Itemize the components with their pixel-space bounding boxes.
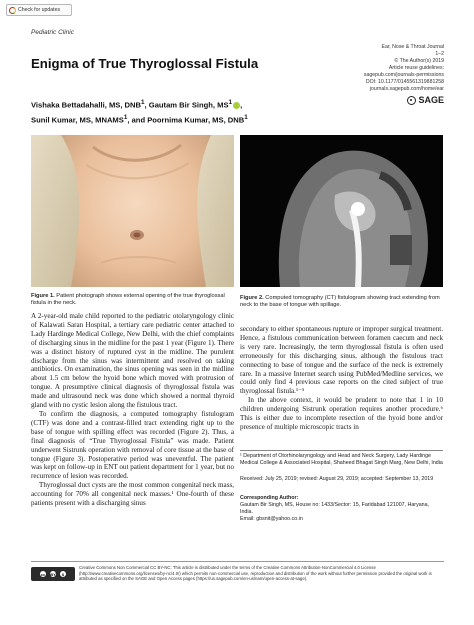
figure-1-caption [31, 293, 234, 307]
article-title: Enigma of True Thyroglossal Fistula [31, 56, 259, 71]
footnote-divider [240, 450, 443, 451]
permissions-link[interactable]: sagepub.com/journals-permissions [363, 72, 444, 78]
copyright: © The Author(s) 2019 [394, 58, 444, 64]
check-for-updates-badge[interactable] [6, 4, 72, 16]
check-for-updates-label: Check for updates [18, 7, 61, 13]
sage-logo [407, 95, 444, 105]
creative-commons-badge[interactable] [31, 567, 75, 581]
sage-logo-icon [407, 96, 416, 105]
corresponding-author-email[interactable]: Email: gbsnit@yahoo.co.in [240, 516, 303, 522]
license-text: Creative Commons Non Commercial CC BY-NC: This article is distributed under the terms of the Creative Commons Attribution-NonCommercial 4.0 License (http://www.creativecommons.org/licenses/by-nc/4.0/) which permits non-commercial use, reproduction and distribution of the work without further permission provided the original work is attributed as specified on the SAGE and Open Access pages (https://us.sagepub.com/en-us/nam/open-access-at-sage). [79, 565, 432, 582]
cc-icon: cc [40, 571, 46, 577]
body-paragraph: In the above context, it would be prudent to note that 1 in 10 children undergoing Sistrunk operation requires another procedure.⁶ This is either due to incomplete resection of the hyoid bone and/or presence of multiple microscopic tracts in [240, 396, 443, 431]
author-separator: , [240, 100, 243, 110]
corresponding-author [240, 495, 443, 523]
author-separator: , [144, 100, 149, 110]
corresponding-author-label: Corresponding Author: [240, 495, 299, 501]
body-paragraph: To confirm the diagnosis, a computed tomography fistulogram (CTF) was done and a contrast-filled tract extending right up to the base of tongue with spilling effect was recorded (Figure 2). Thus, a final diagnosis of “True Thyroglossal Fistula” was made. Patient underwent Sistrunk operation with removal of core tissue at the base of tongue (Figure 3). Postoperative period was uneventful. The patient was kept on follow-up in ENT out patient department for 1 year, but no recurrence of lesion was recorded. [31, 409, 234, 481]
author-name: Vishaka Bettadahalli, MS, DNB [31, 100, 142, 110]
author-affiliation-sup: 1 [141, 99, 145, 106]
article-dates: Received: July 25, 2019; revised: August 29, 2019; accepted: September 13, 2019 [240, 476, 434, 482]
figure-2-caption [240, 295, 443, 309]
figure-1-patient-photo [31, 135, 234, 287]
affiliation-note: ¹ Department of Otorhinolaryngology and Head and Neck Surgery, Lady Hardinge Medical College & Associated Hospital, Shaheed Bhagat Singh Marg, New Delhi, India [240, 453, 443, 466]
author-affiliation-sup: 1 [228, 99, 233, 106]
section-label: Pediatric Clinic [31, 29, 74, 36]
body-column-right [240, 325, 443, 432]
body-paragraph: Thyroglossal duct cysts are the most common congenital neck mass, accounting for 70% all congenital neck masses.¹ One-fourth of these patients present with a discharging sinus [31, 481, 234, 508]
journal-name: Ear, Nose & Throat Journal [381, 44, 444, 50]
author-name: Poornima Kumar, MS, DNB [147, 115, 245, 125]
author-name: Sunil Kumar, MS, MNAMS [31, 115, 124, 125]
neck-photo-image [31, 135, 234, 287]
body-paragraph: A 2-year-old male child reported to the pediatric otolaryngology clinic of Kalawati Saran Hospital, a tertiary care pediatric center attached to Lady Hardinge Medical College, New Delhi, with the chief complaints of discharging sinus in the midline for the past 1 year (Figure 1). There was a distinct history of ruptured cyst in the midline. The purulent discharge from the sinus was intermittent and resolved on taking antibiotics. On examination, the sinus opening was seen in the midline about 1.5 cm below the hyoid bone which moved with protrusion of tongue. A presumptive clinical diagnosis of thyroglossal fistula was made and ultrasound neck was done which showed a normal thyroid gland with no cystic lesion along the fistulous tract. [31, 312, 234, 410]
figure-2-label: Figure 2. [240, 295, 264, 301]
ct-scan-image [240, 135, 443, 287]
license-footer [31, 561, 444, 587]
author-affiliation-sup: 1 [244, 113, 248, 121]
body-paragraph: secondary to either spontaneous rupture or improper surgical treatment. Hence, a fistulous communication between foramen caecum and neck is very rare. Increasingly, the term thyroglossal fistula is often used erroneously for this discharging sinus, although the fistulous tract connecting to base of tongue and the surface of the neck is extremely rare. In a massive Internet search using PubMed/Medline services, we could only find 4 previous case reports on the cited subject of true thyroglossal fistula.¹⁻⁵ [240, 325, 443, 396]
journal-info [324, 44, 444, 93]
doi[interactable]: DOI: 10.1177/0145561319881258 [365, 79, 444, 85]
figure-2-ct-fistulogram [240, 135, 443, 287]
journal-home-link[interactable]: journals.sagepub.com/home/ear [369, 86, 444, 92]
figure-2-caption-text: Computed tomography (CT) fistulogram showing tract extending from neck to the base of tongue with spillage. [240, 295, 440, 309]
crossmark-icon [9, 7, 16, 14]
by-icon: BY [50, 571, 56, 577]
author-list [31, 97, 331, 126]
author-separator: , and [127, 115, 148, 125]
sage-logo-text: SAGE [418, 95, 444, 105]
figure-1-label: Figure 1. [31, 293, 55, 299]
author-affiliation-sup: 1 [123, 113, 128, 121]
author-name: Gautam Bir Singh, MS [148, 100, 229, 110]
body-column-left [31, 312, 234, 508]
orcid-icon[interactable] [233, 100, 243, 110]
reuse-label: Article reuse guidelines: [388, 65, 444, 71]
page-range: 1–2 [435, 51, 444, 57]
corresponding-author-address: Gautam Bir Singh, MS, House no: 1433/Sector: 15, Faridabad 121007, Haryana, India. [240, 502, 430, 515]
nc-icon: $ [59, 570, 67, 578]
figure-1-caption-text: Patient photograph shows external opening of the true thyroglossal fistula in the neck. [31, 293, 225, 307]
